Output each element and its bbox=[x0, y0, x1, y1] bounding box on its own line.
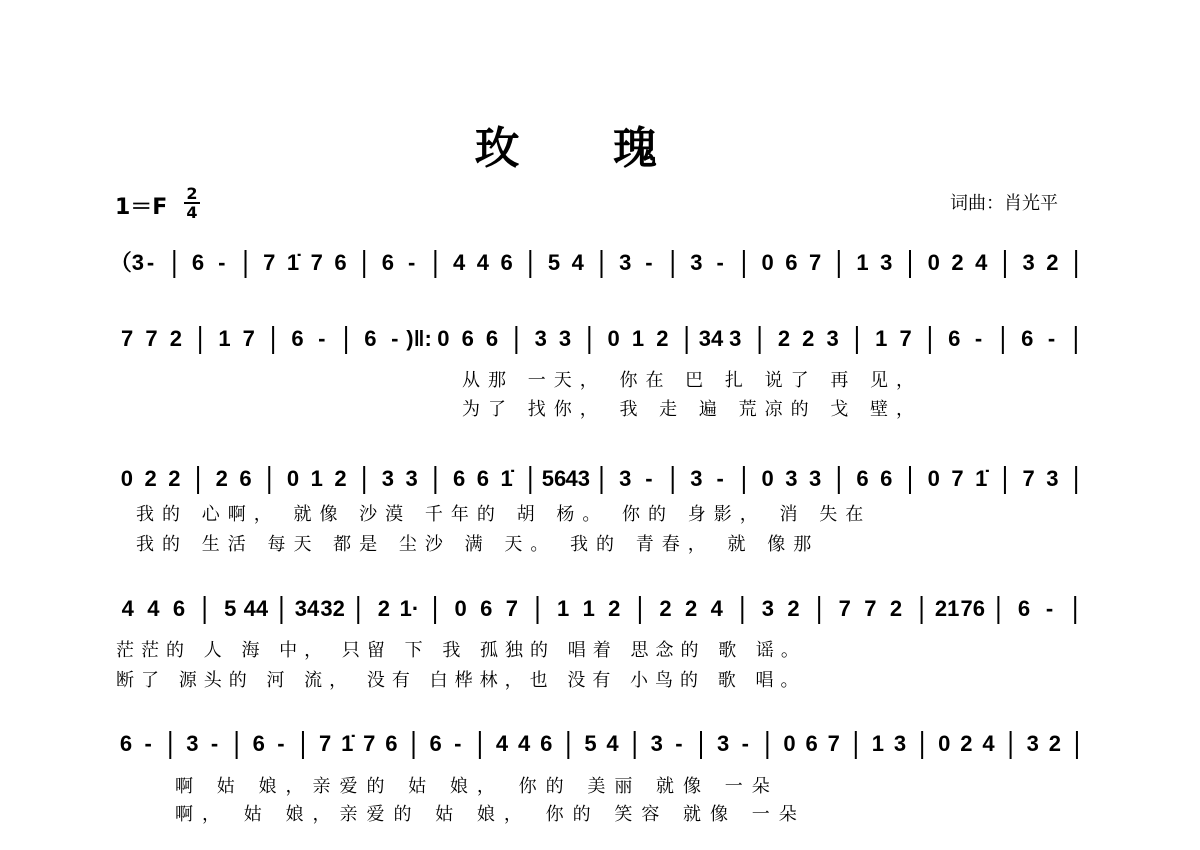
note-token: - bbox=[716, 250, 724, 275]
note-token: 0 bbox=[761, 250, 774, 275]
note-token: 4 bbox=[517, 731, 531, 756]
note-token: 6 bbox=[119, 731, 133, 756]
note-token: 7 bbox=[263, 250, 276, 275]
note-token: - bbox=[974, 326, 983, 351]
note-token: 0 bbox=[927, 250, 940, 275]
note-token: 1̇ bbox=[341, 731, 354, 756]
note-token: 44 bbox=[243, 596, 269, 621]
note-token: 34 bbox=[698, 326, 724, 351]
note-token: - bbox=[391, 326, 399, 351]
note-token: - bbox=[218, 250, 226, 275]
note-token: 2 bbox=[787, 596, 800, 621]
note-token: 6 bbox=[485, 326, 499, 351]
note-token: 1 bbox=[310, 466, 323, 491]
note-token: 3 bbox=[761, 596, 775, 621]
note-token: 5 bbox=[224, 596, 237, 621]
note-token: 1 bbox=[631, 326, 645, 351]
note-token: - bbox=[741, 731, 749, 756]
note-token: 2 bbox=[889, 596, 903, 621]
note-token: 32 bbox=[320, 596, 345, 621]
time-signature-numerator: 2 bbox=[186, 184, 198, 203]
note-token: 6 bbox=[856, 466, 869, 491]
note-token: 7 bbox=[505, 596, 519, 621]
note-token: 6 bbox=[429, 731, 442, 756]
note-token: 2 bbox=[960, 731, 973, 756]
note-token: 3 bbox=[619, 250, 632, 275]
note-token: 1̇ bbox=[975, 466, 988, 491]
note-token: 0 bbox=[454, 596, 467, 621]
note-token: 0 bbox=[607, 326, 620, 351]
note-token: 6 bbox=[480, 596, 493, 621]
note-token: 4 bbox=[975, 250, 988, 275]
note-token: - bbox=[454, 731, 462, 756]
note-token: 4 bbox=[121, 596, 134, 621]
note-token: 6 bbox=[476, 466, 489, 491]
note-token: 1 bbox=[218, 326, 231, 351]
note-token: 6 bbox=[948, 326, 961, 351]
note-token: 6 bbox=[461, 326, 474, 351]
note-token: 3 bbox=[880, 250, 893, 275]
note-token: 3 bbox=[785, 466, 798, 491]
note-token: 2 bbox=[951, 250, 964, 275]
note-token: 7 bbox=[363, 731, 376, 756]
note-token: 0 bbox=[761, 466, 774, 491]
note-token: 6 bbox=[191, 250, 205, 275]
note-token: 2 bbox=[659, 596, 672, 621]
note-token: 1· bbox=[399, 596, 420, 621]
note-token: 7 bbox=[827, 731, 840, 756]
note-token: 6 bbox=[252, 731, 265, 756]
note-token: 1 bbox=[871, 731, 885, 756]
note-token: 7 bbox=[899, 326, 912, 351]
note-token: 3 bbox=[690, 250, 703, 275]
note-token: 7 bbox=[808, 250, 822, 275]
note-token: - bbox=[318, 326, 326, 351]
note-token: （3 bbox=[109, 250, 144, 275]
system-4-lyric-1: 茫茫的 人 海 中， 只留 下 我 孤独的 唱着 思念的 歌 谣。 bbox=[116, 640, 806, 661]
note-token: 2 bbox=[1048, 731, 1061, 756]
note-token: - bbox=[1047, 326, 1056, 351]
note-token: 1 bbox=[875, 326, 888, 351]
note-token: 4 bbox=[571, 250, 584, 275]
note-token: 2 bbox=[215, 466, 228, 491]
note-token: 1 bbox=[556, 596, 570, 621]
note-token: 2 bbox=[608, 596, 621, 621]
note-token: 6 bbox=[381, 250, 395, 275]
note-token: 7 bbox=[1022, 466, 1035, 491]
system-4-lyric-2: 断了 源头的 河 流， 没有 白桦林，也 没有 小鸟的 歌 唱。 bbox=[116, 670, 806, 691]
note-token: 21 bbox=[934, 596, 960, 621]
key-signature: 1＝F bbox=[115, 195, 168, 220]
note-token: - bbox=[210, 731, 219, 756]
note-token: 3 bbox=[1022, 250, 1035, 275]
note-token: 2 bbox=[1046, 250, 1059, 275]
note-token: 6 bbox=[239, 466, 252, 491]
note-token: 6 bbox=[291, 326, 304, 351]
note-token: - bbox=[407, 250, 416, 275]
note-token: 3 bbox=[558, 326, 572, 351]
note-token: 4 bbox=[476, 250, 489, 275]
system-3-lyric-1: 我的 心啊， 就像 沙漠 千年的 胡 杨。 你的 身影， 消 失在 bbox=[136, 504, 872, 525]
note-token: - bbox=[645, 250, 653, 275]
note-token: 2 bbox=[169, 326, 182, 351]
note-token: 6 bbox=[385, 731, 398, 756]
note-token: - bbox=[716, 466, 724, 491]
note-token: 6 bbox=[172, 596, 186, 621]
system-3-lyric-2: 我的 生活 每天 都是 尘沙 满 天。 我的 青春， 就 像那 bbox=[136, 534, 820, 555]
system-2-lyric-1: 从那 一天， 你在 巴 扎 说了 再 见， bbox=[462, 370, 923, 391]
note-token: - bbox=[645, 466, 653, 491]
page-title: 玫 瑰 bbox=[475, 123, 659, 174]
note-token: 2 bbox=[144, 466, 157, 491]
note-token: 2 bbox=[777, 326, 791, 351]
note-token: 0 bbox=[927, 466, 940, 491]
note-token: 6 bbox=[364, 326, 377, 351]
note-token: 3 bbox=[381, 466, 395, 491]
note-token: 7 bbox=[951, 466, 964, 491]
note-token: 3 bbox=[826, 326, 839, 351]
note-token: 5 bbox=[584, 731, 597, 756]
note-token: 7 bbox=[242, 326, 255, 351]
note-token: 0 bbox=[938, 731, 951, 756]
time-signature-denominator: 4 bbox=[186, 203, 198, 222]
note-token: 3 bbox=[1046, 466, 1059, 491]
note-token: 3 bbox=[717, 731, 730, 756]
note-token: 0 bbox=[120, 466, 133, 491]
note-token: 3 bbox=[650, 731, 663, 756]
note-token: 7 bbox=[318, 731, 332, 756]
note-token: 6 bbox=[452, 466, 466, 491]
note-token: 56 bbox=[541, 466, 567, 491]
note-token: 3 bbox=[405, 466, 418, 491]
note-token: 5 bbox=[547, 250, 561, 275]
note-token: 4 bbox=[452, 250, 466, 275]
note-token: 3 bbox=[690, 466, 703, 491]
note-token: 6 bbox=[1021, 326, 1034, 351]
note-token: 7 bbox=[310, 250, 323, 275]
note-token: 6 bbox=[500, 250, 513, 275]
note-token: 0 bbox=[437, 326, 450, 351]
note-token: - bbox=[277, 731, 285, 756]
note-token: 7 bbox=[838, 596, 851, 621]
note-token: 4 bbox=[495, 731, 509, 756]
note-token: - bbox=[675, 731, 683, 756]
note-token: 7 bbox=[864, 596, 877, 621]
note-token: 43 bbox=[565, 466, 591, 491]
note-token: 4 bbox=[606, 731, 619, 756]
note-token: 3 bbox=[534, 326, 547, 351]
note-token: 3 bbox=[893, 731, 907, 756]
note-token: 6 bbox=[540, 731, 553, 756]
note-token: 2 bbox=[802, 326, 815, 351]
credits: 词曲：肖光平 bbox=[950, 193, 1058, 214]
note-token: )‖: bbox=[406, 326, 432, 351]
note-token: 4 bbox=[147, 596, 160, 621]
note-token: 0 bbox=[286, 466, 300, 491]
note-token: 2 bbox=[377, 596, 390, 621]
note-token: 3 bbox=[1026, 731, 1039, 756]
note-token: 0 bbox=[783, 731, 796, 756]
note-token: 2 bbox=[684, 596, 698, 621]
note-token: 2 bbox=[656, 326, 669, 351]
note-token: 6 bbox=[1017, 596, 1031, 621]
note-token: 6 bbox=[334, 250, 347, 275]
note-token: - bbox=[144, 731, 152, 756]
note-token: 1̇ bbox=[500, 466, 513, 491]
note-token: 2 bbox=[334, 466, 347, 491]
note-token: 1̇ bbox=[286, 250, 300, 275]
note-token: 3 bbox=[186, 731, 199, 756]
note-token: - bbox=[1045, 596, 1054, 621]
note-token: 1 bbox=[856, 250, 869, 275]
note-token: 7 bbox=[121, 326, 134, 351]
note-token: 4 bbox=[710, 596, 723, 621]
note-token: 34 bbox=[294, 596, 320, 621]
note-token: 1 bbox=[582, 596, 595, 621]
note-token: 6 bbox=[785, 250, 798, 275]
note-token: 6 bbox=[805, 731, 818, 756]
system-5-lyric-2: 啊， 姑 娘，亲爱的 姑 娘， 你的 笑容 就像 一朵 bbox=[175, 804, 806, 825]
note-token: 3 bbox=[808, 466, 822, 491]
system-2-lyric-2: 为了 找你， 我 走 遍 荒凉的 戈 壁， bbox=[462, 399, 923, 420]
note-token: 76 bbox=[960, 596, 986, 621]
note-token: 4 bbox=[982, 731, 995, 756]
note-token: 3 bbox=[619, 466, 632, 491]
note-token: - bbox=[146, 250, 155, 275]
note-token: 6 bbox=[880, 466, 893, 491]
note-token: 3 bbox=[729, 326, 742, 351]
note-token: 2 bbox=[168, 466, 181, 491]
note-token: 7 bbox=[145, 326, 158, 351]
system-5-lyric-1: 啊 姑 娘，亲爱的 姑 娘， 你的 美丽 就像 一朵 bbox=[175, 776, 779, 797]
